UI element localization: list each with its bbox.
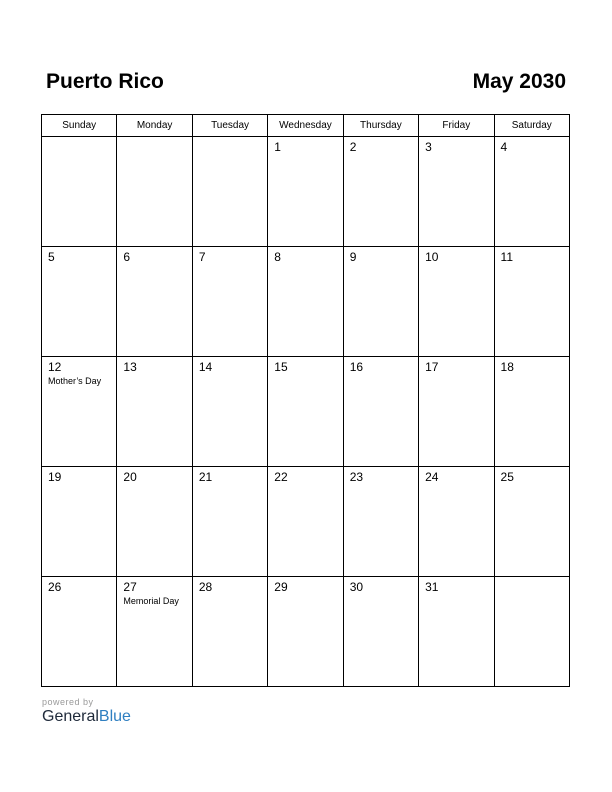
weekday-thursday: Thursday [343,115,418,137]
day-cell [192,137,267,247]
calendar-header [46,70,566,100]
day-cell [192,247,267,357]
day-number: 14 [198,360,213,374]
day-cell [117,357,192,467]
day-cell [419,357,494,467]
day-number: 8 [274,250,281,264]
day-cell [117,137,192,247]
day-cell [343,467,418,577]
day-cell [494,357,569,467]
day-cell [494,137,569,247]
month-year-title: May 2030 [472,70,566,93]
day-number: 17 [425,360,439,374]
footer [42,697,131,726]
week-row [42,137,570,247]
day-cell [268,247,343,357]
weekday-friday: Friday [419,115,494,137]
day-cell [419,467,494,577]
day-number: 9 [349,250,357,264]
day-cell [42,577,117,687]
day-number: 5 [48,250,55,264]
day-cell [419,247,494,357]
day-cell [268,137,343,247]
day-cell [42,137,117,247]
day-number: 26 [48,580,62,594]
day-number: 23 [349,470,364,484]
day-cell [42,357,117,467]
day-cell [117,577,192,687]
day-number: 4 [500,140,508,154]
day-cell [192,467,267,577]
day-cell [42,247,117,357]
day-number: 6 [123,250,131,264]
week-row [42,577,570,687]
calendar-grid [41,114,570,687]
weekday-header-row [42,115,570,137]
day-number: 21 [198,470,213,484]
day-cell [343,247,418,357]
day-number: 30 [349,580,364,594]
day-cell [268,357,343,467]
day-cell [117,247,192,357]
day-cell [343,577,418,687]
country-title: Puerto Rico [46,70,164,93]
weekday-saturday: Saturday [494,115,569,137]
day-number: 10 [425,250,439,264]
day-cell [343,137,418,247]
day-cell [192,357,267,467]
logo-general-text: General [42,708,99,725]
holiday-label: Mother’s Day [48,376,102,386]
day-number: 22 [274,470,288,484]
powered-by-label: powered by [42,697,94,707]
day-cell [343,357,418,467]
day-number: 27 [123,580,137,594]
day-cell [419,137,494,247]
day-number: 25 [500,470,514,484]
day-cell [42,467,117,577]
weekday-monday: Monday [117,115,192,137]
day-number: 19 [48,470,62,484]
day-number: 28 [198,580,213,594]
week-row [42,357,570,467]
day-number: 18 [500,360,514,374]
day-cell [268,577,343,687]
day-number: 24 [425,470,439,484]
day-cell [494,577,569,687]
week-row [42,467,570,577]
day-number: 7 [198,250,206,264]
day-number: 13 [123,360,137,374]
day-number: 2 [349,140,357,154]
day-number: 12 [48,360,62,374]
week-row [42,247,570,357]
holiday-label: Memorial Day [123,596,179,606]
day-number: 15 [274,360,288,374]
day-cell [117,467,192,577]
weekday-wednesday: Wednesday [268,115,343,137]
day-number: 20 [123,470,137,484]
weekday-tuesday: Tuesday [192,115,267,137]
weekday-sunday: Sunday [42,115,117,137]
day-cell [268,467,343,577]
day-cell [192,577,267,687]
day-number: 29 [274,580,288,594]
day-number: 31 [425,580,439,594]
day-number: 11 [500,250,513,264]
day-number: 16 [349,360,364,374]
day-number: 1 [274,140,281,154]
logo-blue-text: Blue [98,708,131,725]
day-number: 3 [425,140,432,154]
generalblue-logo [42,708,131,726]
day-cell [494,467,569,577]
day-cell [419,577,494,687]
day-cell [494,247,569,357]
